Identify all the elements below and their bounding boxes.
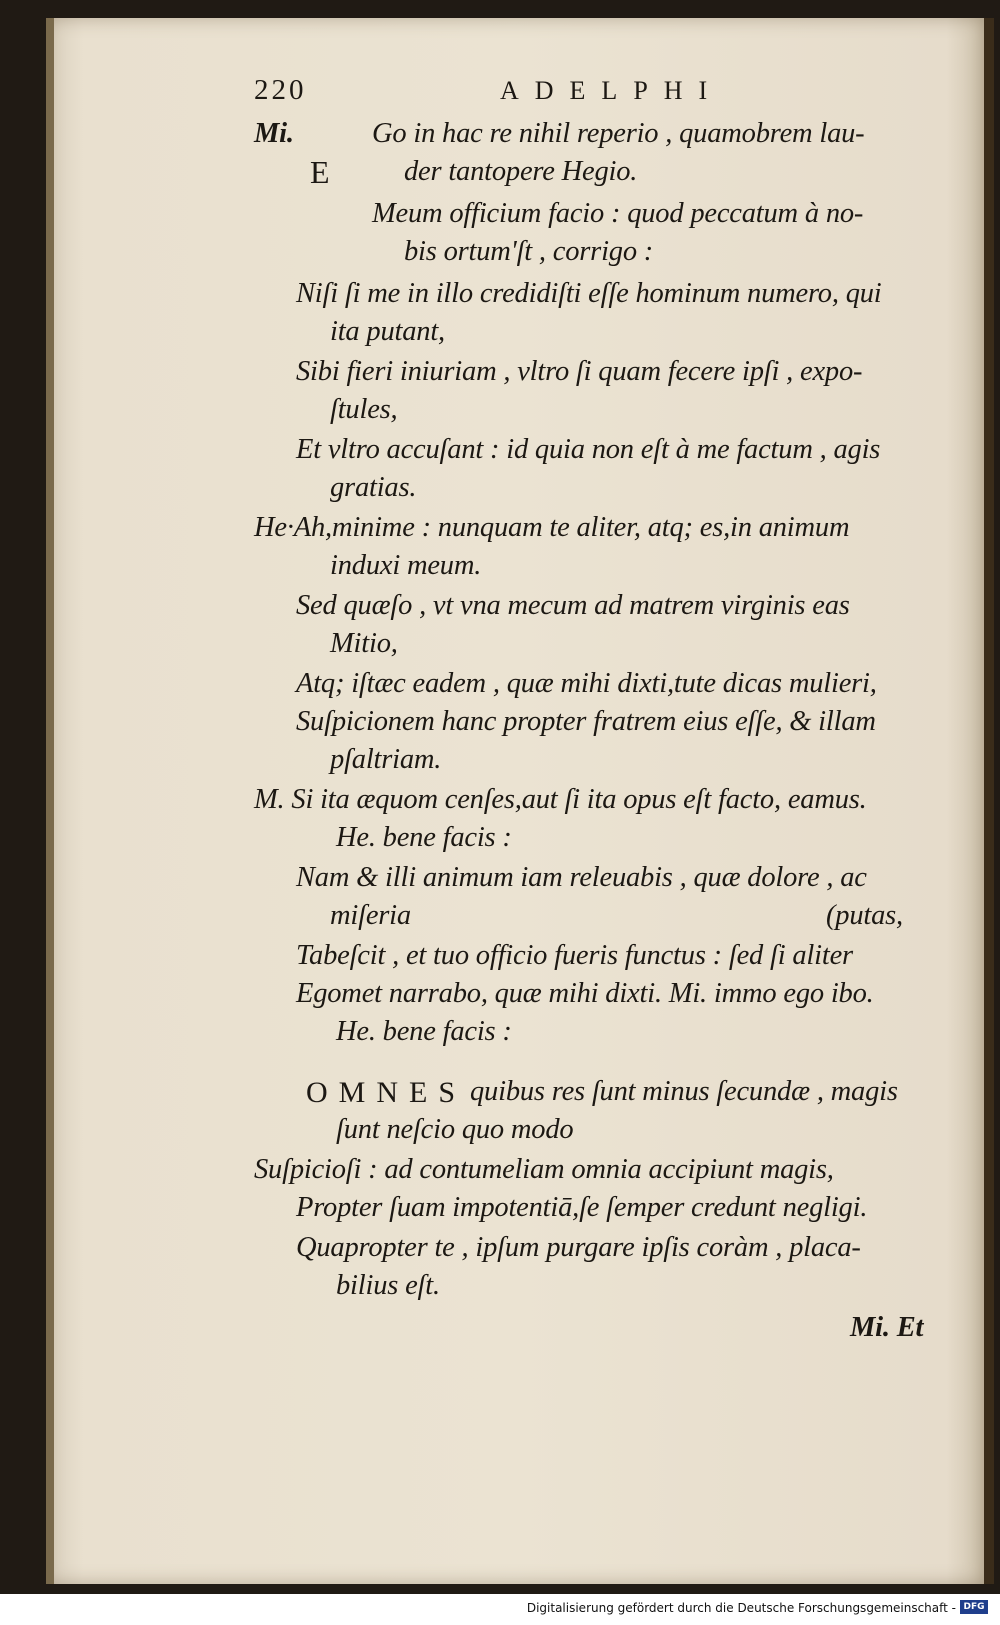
drop-cap: E — [310, 154, 330, 190]
text-line: M. Si ita æquom cenſes,aut ſi ita opus eſt facto, eamus. — [254, 784, 867, 815]
text-line: Niſi ſi me in illo credidiſti eſſe hominum numero, qui — [296, 278, 882, 309]
text-line: Et vltro accuſant : id quia non eſt à me factum , agis — [296, 434, 881, 465]
text-line: quibus res ſunt minus ſecundæ , magis — [470, 1076, 898, 1107]
text-line: pſaltriam. — [330, 744, 442, 775]
text-line: He. bene facis : — [336, 1016, 512, 1047]
text-line: Propter ſuam impotentiā,ſe ſemper credunt negligi. — [296, 1192, 868, 1223]
text-line: ita putant, — [330, 316, 445, 347]
text-line: Quapropter te , ipſum purgare ipſis coràm , placa- — [296, 1232, 861, 1263]
text-line: He. bene facis : — [336, 822, 512, 853]
running-head: ADELPHI — [500, 76, 724, 105]
text-line: induxi meum. — [330, 550, 482, 581]
text-line: Suſpicionem hanc propter fratrem eius eſſe, & illam — [296, 706, 876, 737]
text-line: bis ortum'ſt , corrigo : — [404, 236, 654, 267]
digitization-credit: Digitalisierung gefördert durch die Deutsche Forschungsgemeinschaft - — [526, 1601, 956, 1615]
text-line: der tantopere Hegio. — [404, 156, 638, 187]
text-line: ſunt neſcio quo modo — [336, 1114, 574, 1145]
omnes-spaced: OMNES — [306, 1076, 467, 1109]
text-line: Mitio, — [330, 628, 398, 659]
text-line: Suſpicioſi : ad contumeliam omnia accipiunt magis, — [254, 1154, 834, 1185]
text-line: Go in hac re nihil reperio , quamobrem lau- — [372, 118, 865, 149]
text-line: Meum officium facio : quod peccatum à no- — [372, 198, 864, 229]
text-line: Sed quæſo , vt vna mecum ad matrem virginis eas — [296, 590, 850, 621]
catchword: Mi. Et — [850, 1312, 924, 1343]
speaker-label: Mi. — [254, 118, 294, 149]
text-line: gratias. — [330, 472, 417, 503]
text-line: (putas, — [826, 900, 903, 931]
text-line: ſtules, — [330, 394, 398, 425]
text-line: Nam & illi animum iam releuabis , quæ dolore , ac — [296, 862, 867, 893]
page-number: 220 — [254, 74, 307, 106]
text-line: Tabeſcit , et tuo officio fueris functus : ſed ſi aliter — [296, 940, 853, 971]
dfg-logo: DFG — [960, 1600, 988, 1614]
text-line: Sibi fieri iniuriam , vltro ſi quam fecere ipſi , expo- — [296, 356, 863, 387]
text-line: Atq; iſtæc eadem , quæ mihi dixti,tute dicas mulieri, — [296, 668, 877, 699]
text-line: He·Ah,minime : nunquam te aliter, atq; es,in animum — [254, 512, 850, 543]
text-line: Egomet narrabo, quæ mihi dixti. Mi. immo ego ibo. — [296, 978, 874, 1009]
text-line: bilius eſt. — [336, 1270, 440, 1301]
text-line: miſeria — [330, 900, 411, 931]
